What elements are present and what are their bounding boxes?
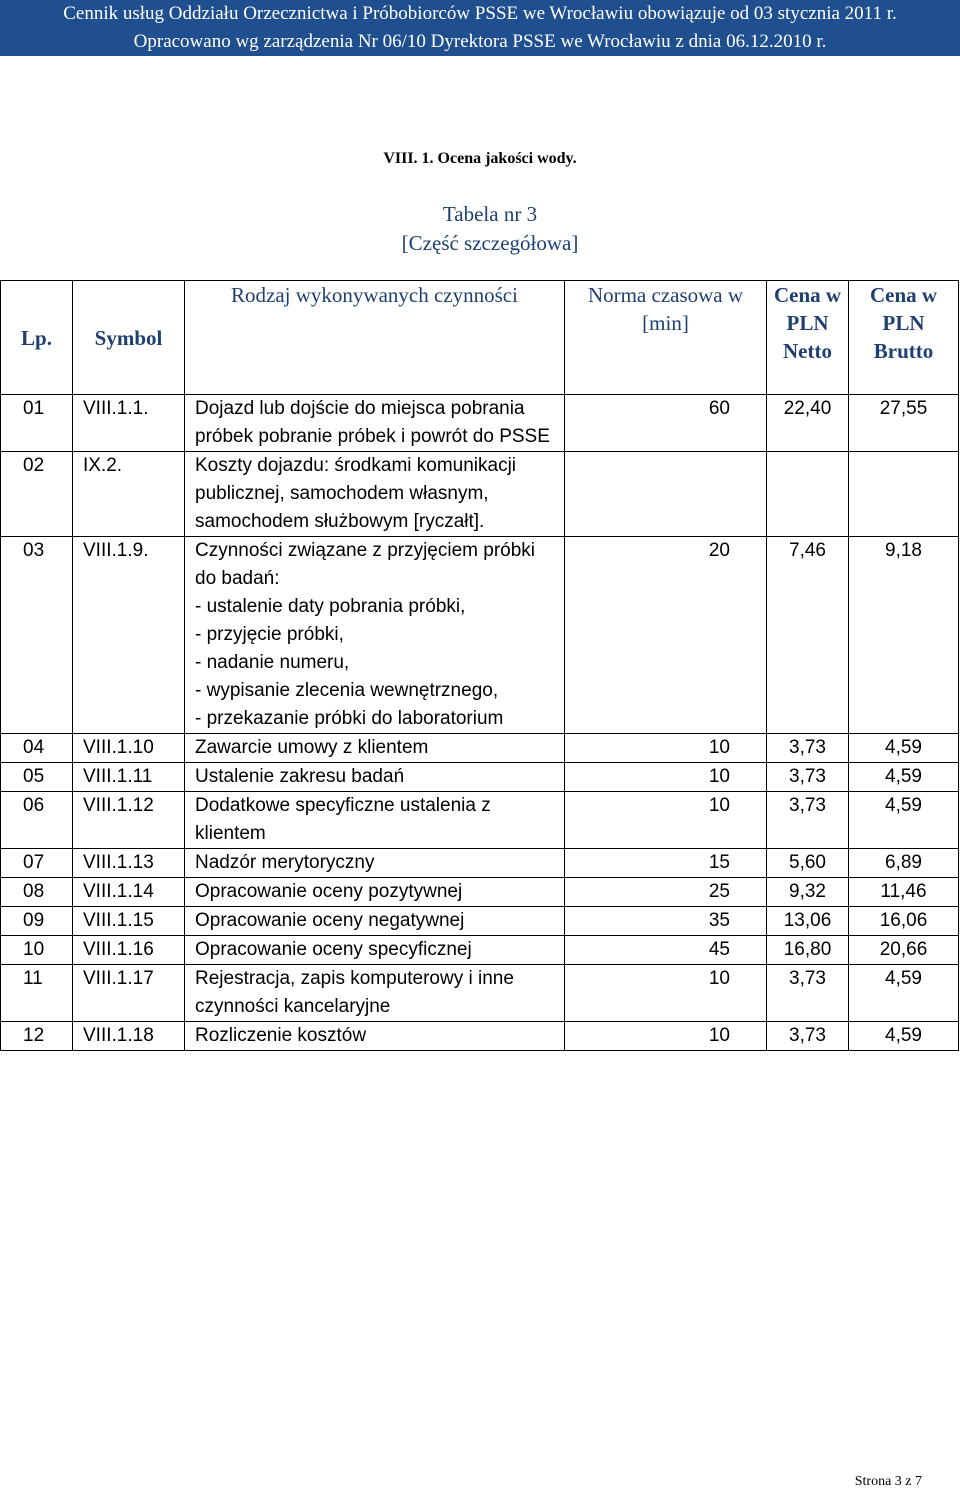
- row-brutto: 4,59: [849, 965, 959, 1022]
- row-description: Dojazd lub dojście do miejsca pobrania próbek pobranie próbek i powrót do PSSE: [185, 395, 565, 452]
- row-netto: 5,60: [767, 849, 849, 878]
- row-lp: 08: [1, 878, 73, 907]
- row-brutto: 6,89: [849, 849, 959, 878]
- row-norma: 35: [565, 907, 767, 936]
- page-number: Strona 3 z 7: [854, 1474, 922, 1489]
- table-row: [1, 537, 959, 734]
- table-title-line-1: Tabela nr 3: [442, 202, 538, 226]
- row-netto: 9,32: [767, 878, 849, 907]
- table-row: [1, 907, 959, 936]
- table-body: [1, 395, 959, 1051]
- row-symbol: VIII.1.1.: [73, 395, 185, 452]
- row-lp: 04: [1, 734, 73, 763]
- row-brutto: 20,66: [849, 936, 959, 965]
- table-row: [1, 936, 959, 965]
- row-description: Ustalenie zakresu badań: [185, 763, 565, 792]
- row-lp: 02: [1, 452, 73, 537]
- row-symbol: VIII.1.13: [73, 849, 185, 878]
- row-description: Rozliczenie kosztów: [185, 1022, 565, 1051]
- row-brutto: 4,59: [849, 734, 959, 763]
- table-row: [1, 452, 959, 537]
- row-description: Zawarcie umowy z klientem: [185, 734, 565, 763]
- row-norma: 15: [565, 849, 767, 878]
- row-symbol: VIII.1.15: [73, 907, 185, 936]
- col-header-symbol: Symbol: [73, 281, 185, 395]
- table-row: [1, 763, 959, 792]
- col-header-netto: Cena w PLN Netto: [767, 281, 849, 395]
- row-symbol: VIII.1.18: [73, 1022, 185, 1051]
- row-symbol: VIII.1.11: [73, 763, 185, 792]
- col-header-rodzaj: Rodzaj wykonywanych czynności: [185, 281, 565, 395]
- row-norma: [565, 452, 767, 537]
- header-line-2: Opracowano wg zarządzenia Nr 06/10 Dyrektora PSSE we Wrocławiu z dnia 06.12.2010 r.: [0, 28, 960, 56]
- row-symbol: VIII.1.9.: [73, 537, 185, 734]
- table-title: [0, 200, 960, 258]
- row-netto: [767, 452, 849, 537]
- row-brutto: 4,59: [849, 792, 959, 849]
- row-symbol: VIII.1.10: [73, 734, 185, 763]
- row-netto: 3,73: [767, 734, 849, 763]
- row-symbol: VIII.1.12: [73, 792, 185, 849]
- row-netto: 13,06: [767, 907, 849, 936]
- row-description: Opracowanie oceny negatywnej: [185, 907, 565, 936]
- row-symbol: IX.2.: [73, 452, 185, 537]
- table-row: [1, 734, 959, 763]
- table-row: [1, 878, 959, 907]
- table-row: [1, 849, 959, 878]
- table-row: [1, 792, 959, 849]
- row-norma: 10: [565, 734, 767, 763]
- row-norma: 10: [565, 763, 767, 792]
- row-norma: 10: [565, 792, 767, 849]
- row-netto: 3,73: [767, 763, 849, 792]
- section-title: VIII. 1. Ocena jakości wody.: [383, 150, 577, 167]
- row-norma: 45: [565, 936, 767, 965]
- row-lp: 07: [1, 849, 73, 878]
- row-netto: 16,80: [767, 936, 849, 965]
- header-line-1: Cennik usług Oddziału Orzecznictwa i Próbobiorców PSSE we Wrocławiu obowiązuje od 03 stycznia 2011 r.: [0, 0, 960, 28]
- table-title-line-2: [Część szczegółowa]: [401, 231, 579, 255]
- row-lp: 05: [1, 763, 73, 792]
- price-table: [0, 280, 959, 1051]
- row-lp: 10: [1, 936, 73, 965]
- row-netto: 22,40: [767, 395, 849, 452]
- row-description: Dodatkowe specyficzne ustalenia z klientem: [185, 792, 565, 849]
- row-norma: 10: [565, 965, 767, 1022]
- col-header-norma: Norma czasowa w [min]: [565, 281, 767, 395]
- row-description: Opracowanie oceny pozytywnej: [185, 878, 565, 907]
- row-norma: 10: [565, 1022, 767, 1051]
- table-row: [1, 1022, 959, 1051]
- row-description: Koszty dojazdu: środkami komunikacji publicznej, samochodem własnym, samochodem służbowym [ryczałt].: [185, 452, 565, 537]
- table-row: [1, 965, 959, 1022]
- row-symbol: VIII.1.14: [73, 878, 185, 907]
- row-lp: 09: [1, 907, 73, 936]
- row-norma: 25: [565, 878, 767, 907]
- row-norma: 60: [565, 395, 767, 452]
- table-row: [1, 395, 959, 452]
- row-brutto: 27,55: [849, 395, 959, 452]
- row-symbol: VIII.1.16: [73, 936, 185, 965]
- row-description: Rejestracja, zapis komputerowy i inne czynności kancelaryjne: [185, 965, 565, 1022]
- row-brutto: 4,59: [849, 1022, 959, 1051]
- col-header-lp: Lp.: [1, 281, 73, 395]
- row-norma: 20: [565, 537, 767, 734]
- row-brutto: 11,46: [849, 878, 959, 907]
- row-netto: 3,73: [767, 1022, 849, 1051]
- row-brutto: 4,59: [849, 763, 959, 792]
- row-netto: 7,46: [767, 537, 849, 734]
- row-brutto: 16,06: [849, 907, 959, 936]
- row-lp: 03: [1, 537, 73, 734]
- row-lp: 06: [1, 792, 73, 849]
- row-description: Czynności związane z przyjęciem próbki do badań: - ustalenie daty pobrania próbki, - przyjęcie próbki, - nadanie numeru, - wypisanie zlecenia wewnętrznego, - przekazanie próbki do laboratorium: [185, 537, 565, 734]
- row-brutto: 9,18: [849, 537, 959, 734]
- col-header-brutto: Cena w PLN Brutto: [849, 281, 959, 395]
- row-brutto: [849, 452, 959, 537]
- row-netto: 3,73: [767, 792, 849, 849]
- row-lp: 01: [1, 395, 73, 452]
- row-netto: 3,73: [767, 965, 849, 1022]
- row-lp: 11: [1, 965, 73, 1022]
- row-description: Opracowanie oceny specyficznej: [185, 936, 565, 965]
- row-lp: 12: [1, 1022, 73, 1051]
- table-header-row: [1, 281, 959, 395]
- row-description: Nadzór merytoryczny: [185, 849, 565, 878]
- row-symbol: VIII.1.17: [73, 965, 185, 1022]
